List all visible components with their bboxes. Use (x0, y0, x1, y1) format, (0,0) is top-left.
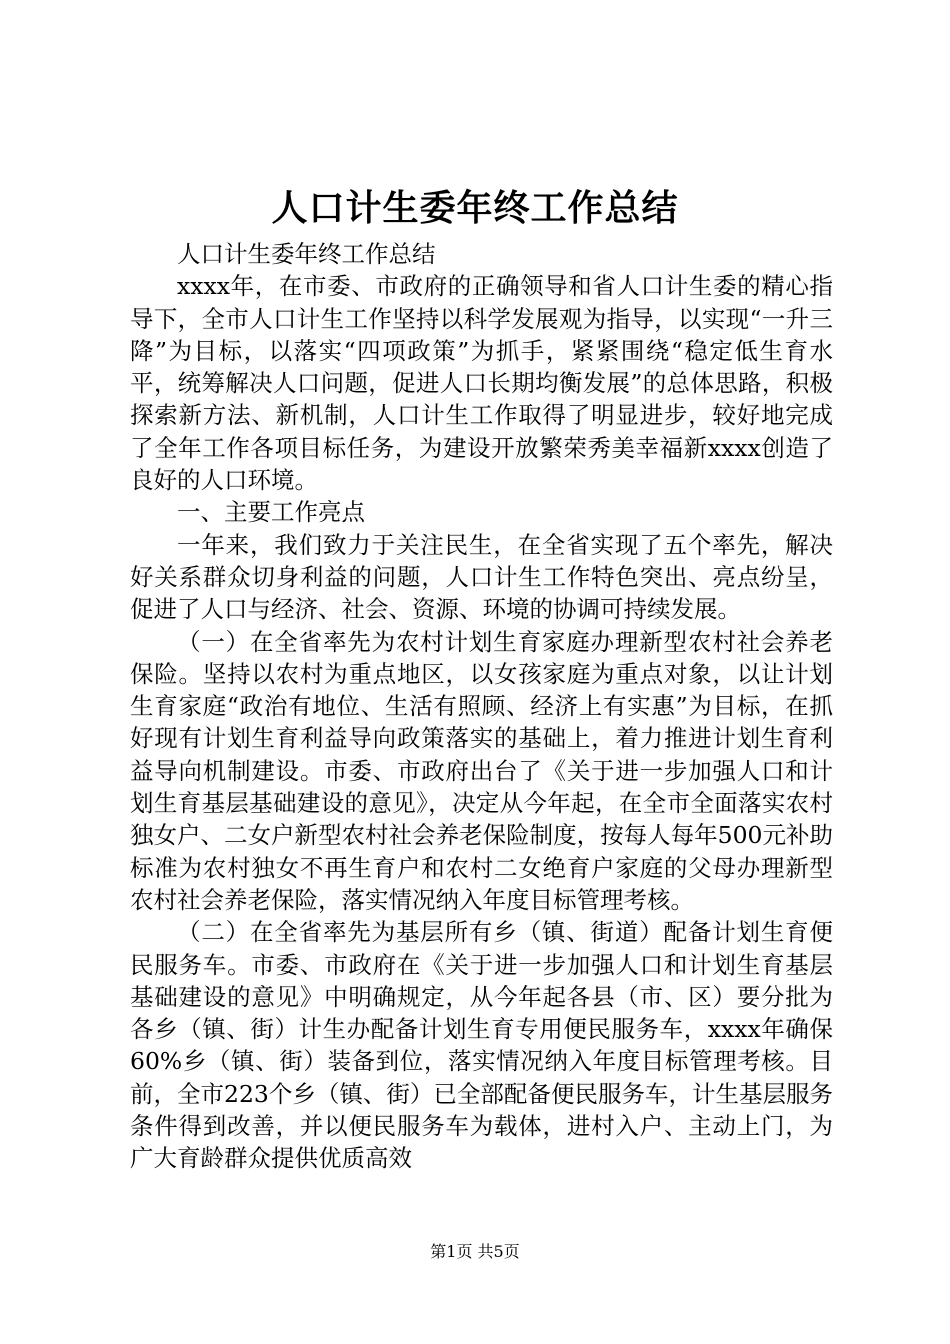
paragraph-item-2: （二）在全省率先为基层所有乡（镇、街道）配备计划生育便民服务车。市委、市政府在《关于进一步加强人口和计划生育基层基础建设的意见》中明确规定，从今年起各县（市、区）要分批为各乡（镇、街）计生办配备计划生育专用便民服务车，xxxx年确保60%乡（镇、街）装备到位，落实情况纳入年度目标管理考核。目前，全市223个乡（镇、街）已全部配备便民服务车，计生基层服务条件得到改善，并以便民服务车为载体，进村入户、主动上门，为广大育龄群众提供优质高效 (130, 918, 833, 1173)
document-title: 人口计生委年终工作总结 (271, 187, 679, 229)
document-body (130, 238, 833, 1175)
paragraph-intro: xxxx年，在市委、市政府的正确领导和省人口计生委的精心指导下，全市人口计生工作坚持以科学发展观为指导，以实现“一升三降”为目标，以落实“四项政策”为抓手，紧紧围绕“稳定低生育水平，统筹解决人口问题，促进人口长期均衡发展”的总体思路，积极探索新方法、新机制，人口计生工作取得了明显进步，较好地完成了全年工作各项目标任务，为建设开放繁荣秀美幸福新xxxx创造了良好的人口环境。 (130, 272, 833, 495)
page-number-footer: 第1页 共5页 (430, 1242, 520, 1261)
paragraph-item-1: （一）在全省率先为农村计划生育家庭办理新型农村社会养老保险。坚持以农村为重点地区，以女孩家庭为重点对象，以让计划生育家庭“政治有地位、生活有照顾、经济上有实惠”为目标，在抓好现有计划生育利益导向政策落实的基础上，着力推进计划生育利益导向机制建设。市委、市政府出台了《关于进一步加强人口和计划生育基层基础建设的意见》，决定从今年起，在全市全面落实农村独女户、二女户新型农村社会养老保险制度，按每人每年500元补助标准为农村独女不再生育户和农村二女绝育户家庭的父母办理新型农村社会养老保险，落实情况纳入年度目标管理考核。 (130, 627, 833, 914)
paragraph-subtitle: 人口计生委年终工作总结 (177, 240, 436, 268)
section-heading: 一、主要工作亮点 (177, 498, 365, 527)
paragraph-overview: 一年来，我们致力于关注民生，在全省实现了五个率先，解决好关系群众切身利益的问题，人口计生工作特色突出、亮点纷呈，促进了人口与经济、社会、资源、环境的协调可持续发展。 (130, 530, 833, 624)
